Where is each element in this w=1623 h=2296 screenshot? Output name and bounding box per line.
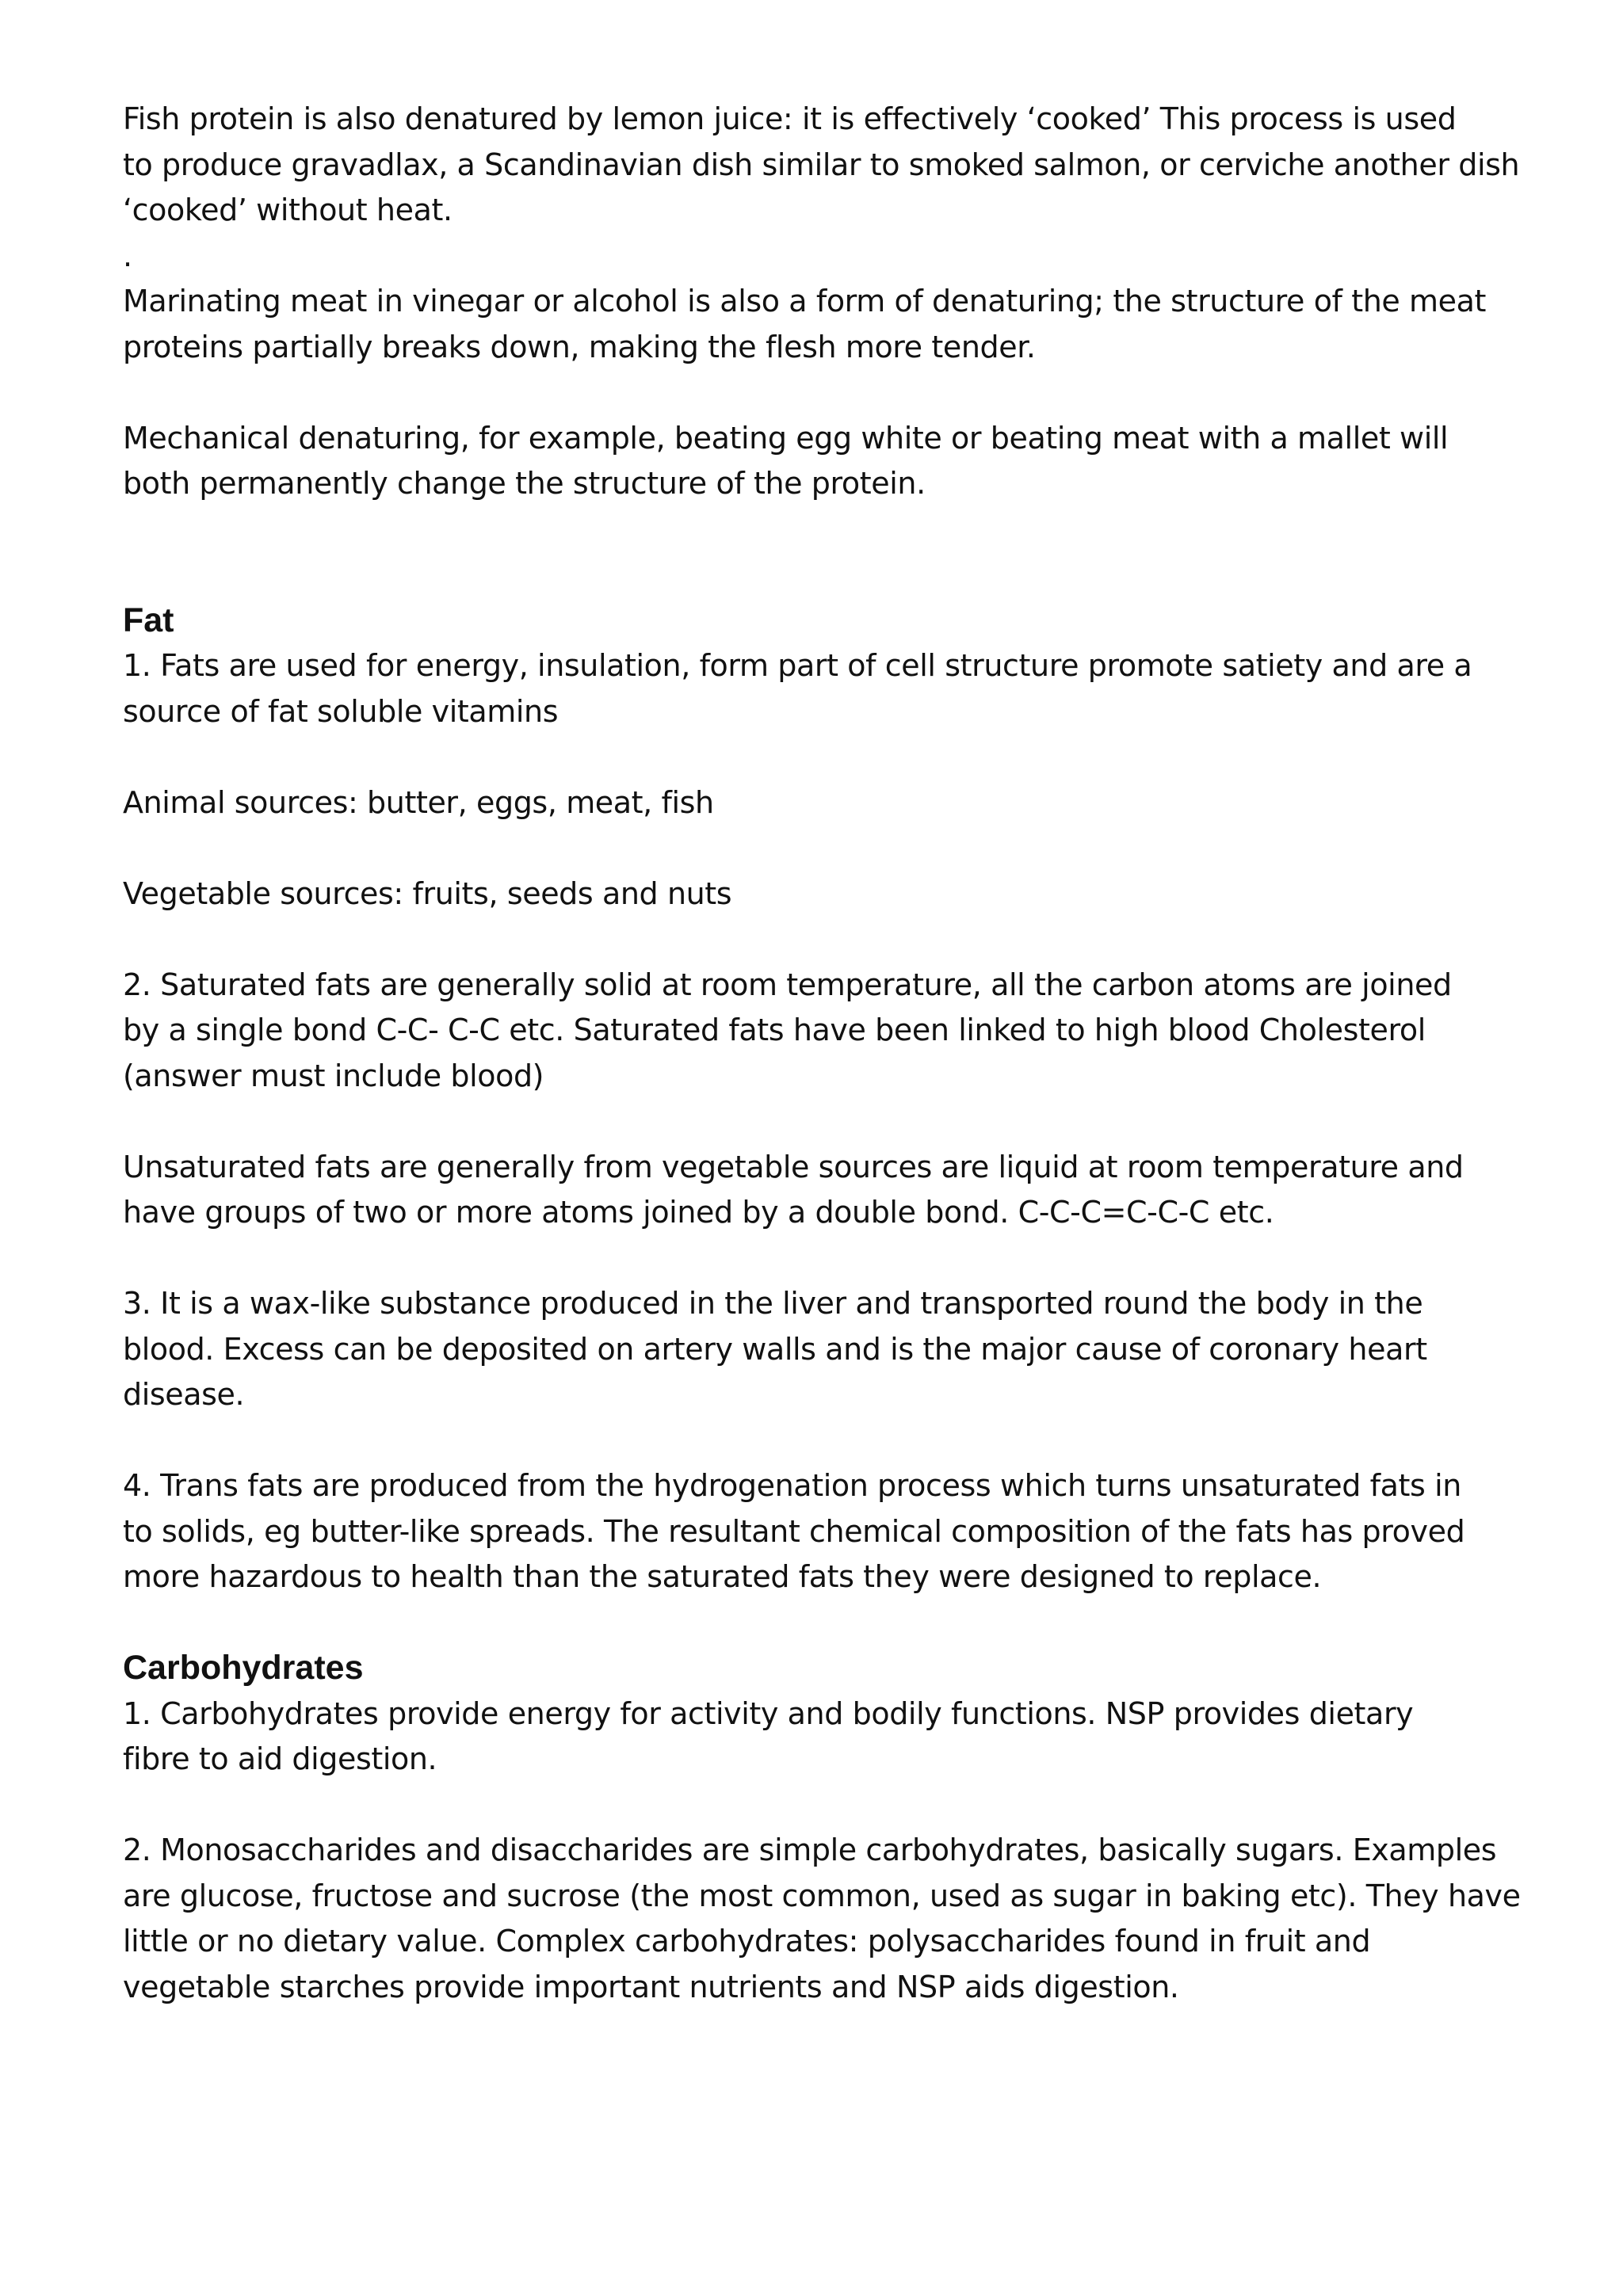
- fat-heading: Fat: [123, 601, 174, 639]
- spacer: [123, 507, 1549, 598]
- fat-paragraph-saturated: 2. Saturated fats are generally solid at room temperature, all the carbon atoms are joined by a single bond C-C- C-C etc. Saturated fats have been linked to high blood Cholesterol (answer must include blood): [123, 967, 1452, 1093]
- spacer: [123, 1418, 1549, 1464]
- spacer: [123, 917, 1549, 963]
- protein-paragraph-marinating: Marinating meat in vinegar or alcohol is also a form of denaturing; the structure of the meat proteins partially breaks down, making the flesh more tender.: [123, 284, 1487, 364]
- spacer: [123, 1099, 1549, 1145]
- spacer: [123, 1236, 1549, 1282]
- spacer: [123, 734, 1549, 780]
- fat-paragraph-unsaturated: Unsaturated fats are generally from vegetable sources are liquid at room temperature and have groups of two or more atoms joined by a double bond. C-C-C=C-C-C etc.: [123, 1149, 1464, 1230]
- document-body: [123, 97, 1549, 2010]
- fat-paragraph-trans-fats: 4. Trans fats are produced from the hydrogenation process which turns unsaturated fats in to solids, eg butter-like spreads. The resultant chemical composition of the fats has proved more hazardous to health than the saturated fats they were designed to replace.: [123, 1468, 1465, 1594]
- carb-paragraph-sugars: 2. Monosaccharides and disaccharides are simple carbohydrates, basically sugars. Examples are glucose, fructose and sucrose (the most common, used as sugar in baking etc). They have little or no dietary value. Complex carbohydrates: polysaccharides found in fruit and vegetable starches provide important nutrients and NSP aids digestion.: [123, 1833, 1521, 2004]
- carbohydrates-heading: Carbohydrates: [123, 1649, 364, 1687]
- spacer: [123, 1783, 1549, 1829]
- fat-paragraph-uses: 1. Fats are used for energy, insulation, form part of cell structure promote satiety and are a source of fat soluble vitamins: [123, 648, 1472, 729]
- fat-paragraph-vegetable-sources: Vegetable sources: fruits, seeds and nuts: [123, 875, 732, 911]
- spacer: [123, 370, 1549, 416]
- protein-paragraph-lemon-juice: Fish protein is also denatured by lemon juice: it is effectively ‘cooked’ This process is used to produce gravadlax, a Scandinavian dish similar to smoked salmon, or cerviche another dish ‘cooked’ without heat.: [123, 101, 1520, 227]
- protein-paragraph-mechanical: Mechanical denaturing, for example, beating egg white or beating meat with a mallet will both permanently change the structure of the protein.: [123, 420, 1449, 501]
- fat-paragraph-animal-sources: Animal sources: butter, eggs, meat, fish: [123, 784, 714, 820]
- fat-paragraph-cholesterol: 3. It is a wax-like substance produced in the liver and transported round the body in the blood. Excess can be deposited on artery walls and is the major cause of coronary heart disease.: [123, 1286, 1427, 1412]
- spacer: [123, 1600, 1549, 1646]
- spacer: [123, 826, 1549, 871]
- carb-paragraph-energy: 1. Carbohydrates provide energy for activity and bodily functions. NSP provides dietary fibre to aid digestion.: [123, 1695, 1414, 1776]
- stray-dot: .: [123, 238, 132, 273]
